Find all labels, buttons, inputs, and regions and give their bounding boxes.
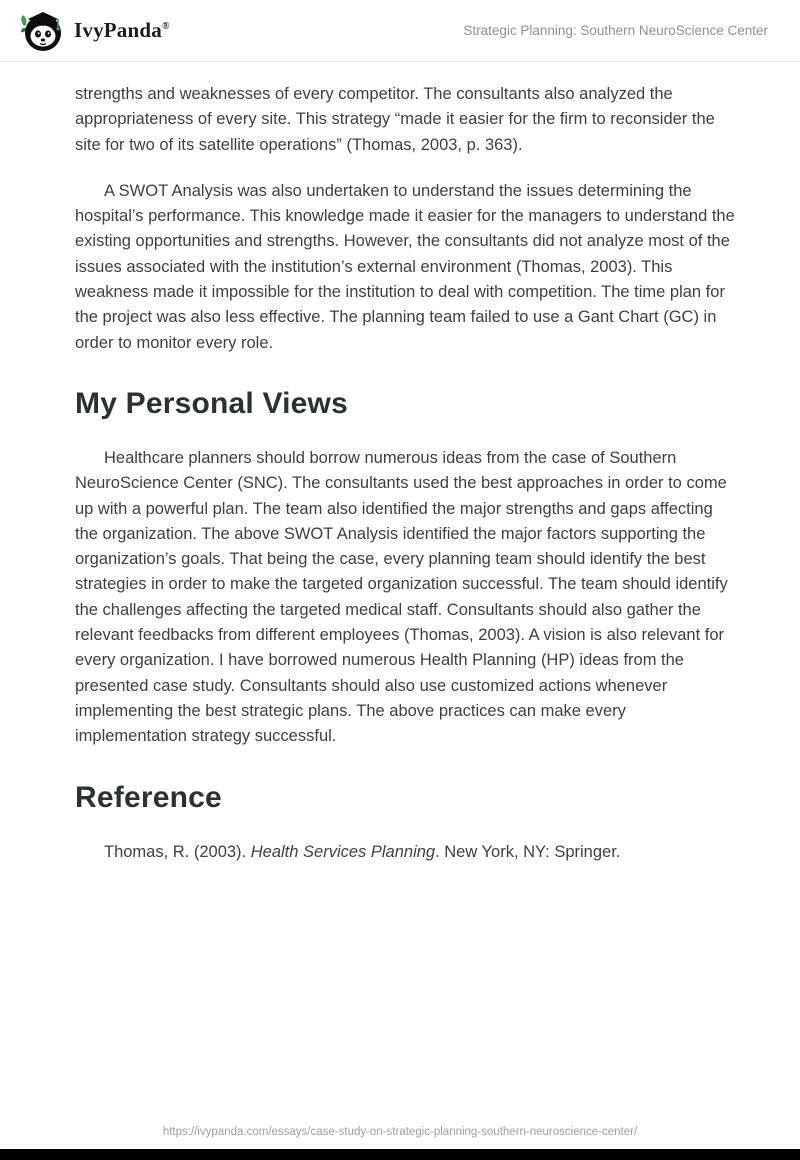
essay-content xyxy=(0,62,800,865)
reference-entry xyxy=(75,840,735,865)
paragraph-swot: A SWOT Analysis was also undertaken to understand the issues determining the hospital’s performance. This knowledge made it easier for the managers to understand the existing opportunities and strengths. However, the consultants did not analyze most of the issues associated with the institution’s external environment (Thomas, 2003). This weakness made it impossible for the institution to deal with competition. The time plan for the project was also less effective. The planning team failed to use a Gant Chart (GC) in order to monitor every role. xyxy=(75,181,735,352)
page-header xyxy=(0,0,800,62)
reference-pre: Thomas, R. (2003). xyxy=(104,842,251,861)
heading-reference: Reference xyxy=(75,780,222,814)
source-url-link[interactable]: https://ivypanda.com/essays/case-study-on-strategic-planning-southern-neuroscience-center/ xyxy=(162,1126,638,1138)
logo-text: IvyPanda® xyxy=(74,18,170,42)
reference-post: . New York, NY: Springer. xyxy=(435,842,621,861)
ivypanda-logo-icon xyxy=(18,8,64,54)
registered-mark: ® xyxy=(161,21,170,32)
heading-personal-views: My Personal Views xyxy=(75,386,348,420)
footer-source-url xyxy=(0,1126,800,1138)
paragraph-personal-views: Healthcare planners should borrow numerous ideas from the case of Southern NeuroScience Center (SNC). The consultants used the best approaches in order to come up with a powerful plan. The team also identified the major strengths and gaps affecting the organization. The above SWOT Analysis identified the major factors supporting the organization’s goals. That being the case, every planning team should identify the best strategies in order to make the targeted organization successful. The team should identify the challenges affecting the targeted medical staff. Consultants should also gather the relevant feedbacks from different employees (Thomas, 2003). A vision is also relevant for every organization. I have borrowed numerous Health Planning (HP) ideas from the presented case study. Consultants should also use customized actions whenever implementing the best strategic plans. The above practices can make every implementation strategy successful. xyxy=(75,448,728,746)
footer-black-bar xyxy=(0,1149,800,1160)
ivypanda-logo[interactable] xyxy=(18,8,170,54)
document-title: Strategic Planning: Southern NeuroScience Center xyxy=(463,23,768,38)
reference-title-italic: Health Services Planning xyxy=(250,842,436,861)
paragraph-continuation: strengths and weaknesses of every competitor. The consultants also analyzed the appropriateness of every site. This strategy “made it easier for the firm to reconsider the site for two of its satellite operations” (Thomas, 2003, p. 363). xyxy=(75,85,715,154)
